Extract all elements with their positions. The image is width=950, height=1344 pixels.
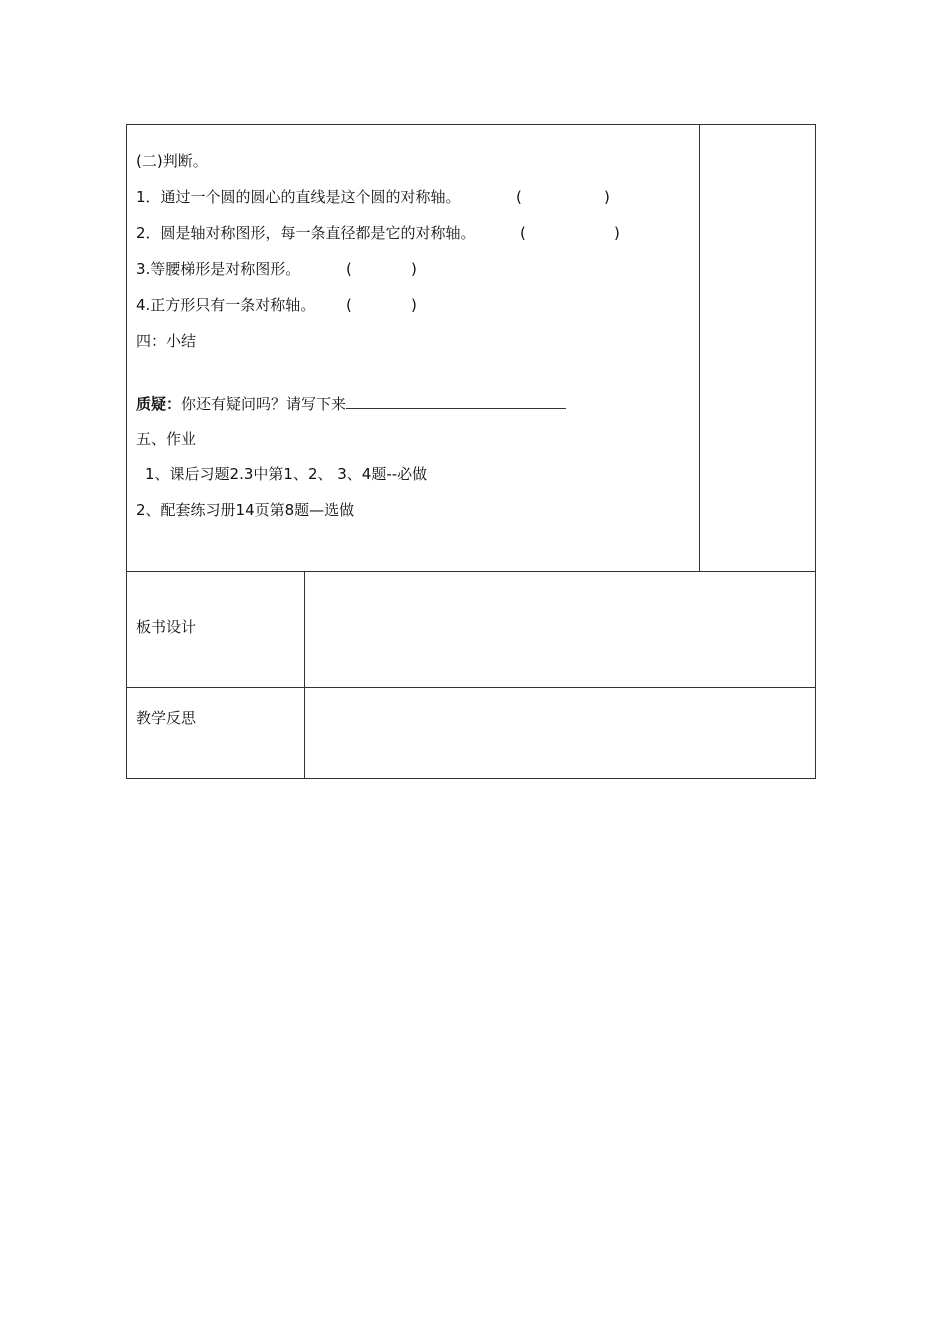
summary-heading: 四：小结 [136,332,197,350]
judge-item-1-close-paren: ) [604,188,610,206]
judge-heading: (二)判断。 [136,152,208,170]
question-line [136,393,566,414]
judge-item-2: 2．圆是轴对称图形，每一条直径都是它的对称轴。 [136,224,476,242]
judge-item-1-open-paren: ( [516,188,522,206]
teaching-reflection-label: 教学反思 [136,709,197,727]
question-label: 质疑： [136,395,182,413]
judge-item-4: 4.正方形只有一条对称轴。 [136,296,316,314]
judge-item-2-open-paren: ( [520,224,526,242]
homework-heading: 五、作业 [136,430,197,448]
judge-item-4-close-paren: ) [411,296,417,314]
table-column-divider-bottom [304,571,305,779]
table-row-divider-2 [126,687,816,688]
homework-item-1: 1、课后习题2.3中第1、2、 3、4题--必做 [145,465,428,483]
judge-item-3-open-paren: ( [346,260,352,278]
judge-item-2-close-paren: ) [614,224,620,242]
table-column-divider-top [699,124,700,572]
judge-item-1: 1．通过一个圆的圆心的直线是这个圆的对称轴。 [136,188,461,206]
table-row-divider-1 [126,571,816,572]
question-text: 你还有疑问吗？请写下来 [181,395,347,413]
homework-item-2: 2、配套练习册14页第8题—选做 [136,501,355,519]
judge-item-3-close-paren: ) [411,260,417,278]
board-design-label: 板书设计 [136,618,197,636]
question-answer-blank[interactable] [346,393,566,409]
judge-item-3: 3.等腰梯形是对称图形。 [136,260,301,278]
judge-item-4-open-paren: ( [346,296,352,314]
